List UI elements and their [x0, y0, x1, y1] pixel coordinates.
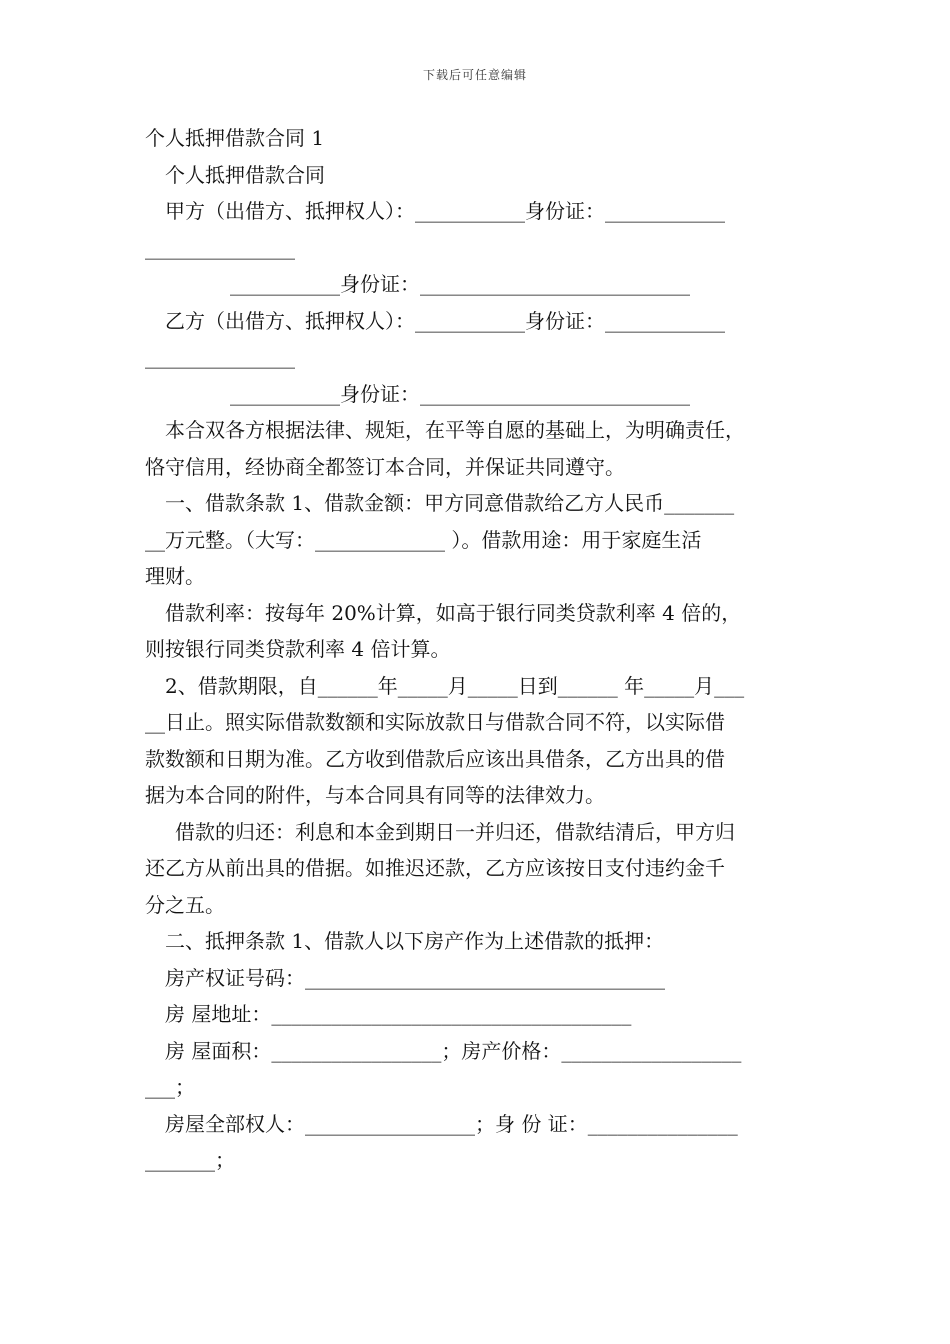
term-line-2: __日止。照实际借款数额和实际放款日与借款合同不符，以实际借 [145, 710, 725, 734]
term-line-1: 2、借款期限，自______年_____月_____日到______ 年_____月___ [165, 673, 745, 698]
property-owner-line-cont: _______； [145, 1148, 235, 1172]
party-b-line-cont: _______________ [145, 345, 295, 369]
term-line-4: 据为本合同的附件，与本合同具有同等的法律效力。 [145, 783, 605, 807]
contract-heading: 个人抵押借款合同 [165, 162, 325, 187]
repayment-line-2: 还乙方从前出具的借据。如推迟还款，乙方应该按日支付违约金千 [145, 856, 725, 880]
term-line-3: 款数额和日期为准。乙方收到借款后应该出具借条，乙方出具的借 [145, 746, 725, 771]
preamble-line-2: 恪守信用，经协商全都签订本合同，并保证共同遵守。 [145, 454, 625, 479]
interest-line-1: 借款利率：按每年 20%计算，如高于银行同类贷款利率 4 倍的， [165, 600, 742, 625]
preamble-line-1: 本合双各方根据法律、规矩，在平等自愿的基础上，为明确责任， [165, 418, 745, 442]
party-a-id-line: ___________身份证：___________________________ [230, 272, 690, 296]
property-area-line-cont: ___； [145, 1075, 195, 1099]
page-header: 下载后可任意编辑 [422, 68, 527, 82]
party-a-line-cont: _______________ [145, 235, 295, 260]
contract-body [145, 120, 815, 1179]
party-b-id-line: ___________身份证：___________________________ [230, 381, 690, 406]
interest-line-2: 则按银行同类贷款利率 4 倍计算。 [145, 637, 451, 661]
property-area-line: 房 屋面积：_________________；房产价格：__________________ [165, 1038, 742, 1063]
party-b-line: 乙方（出借方、抵押权人）：___________身份证：____________ [165, 308, 725, 333]
loan-amount-line-3: 理财。 [145, 564, 205, 588]
doc-title: 个人抵押借款合同 1 [145, 126, 325, 150]
property-address-line: 房 屋地址：____________________________________ [165, 1002, 632, 1026]
property-cert-line: 房产权证号码：____________________________________ [165, 965, 665, 990]
mortgage-clause-line: 二、抵押条款 1、借款人以下房产作为上述借款的抵押： [165, 929, 665, 953]
property-owner-line: 房屋全部权人：_________________；身 份 证：_______________ [165, 1111, 738, 1136]
loan-amount-line-1: 一、借款条款 1、借款金额：甲方同意借款给乙方人民币_______ [165, 491, 735, 515]
loan-amount-line-2: __万元整。（大写：_____________ ）。借款用途：用于家庭生活 [145, 527, 702, 552]
repayment-line-1: 借款的归还：利息和本金到期日一并归还，借款结清后，甲方归 [175, 819, 735, 844]
repayment-line-3: 分之五。 [145, 892, 225, 917]
party-a-line: 甲方（出借方、抵押权人）：___________身份证：____________ [165, 199, 725, 223]
